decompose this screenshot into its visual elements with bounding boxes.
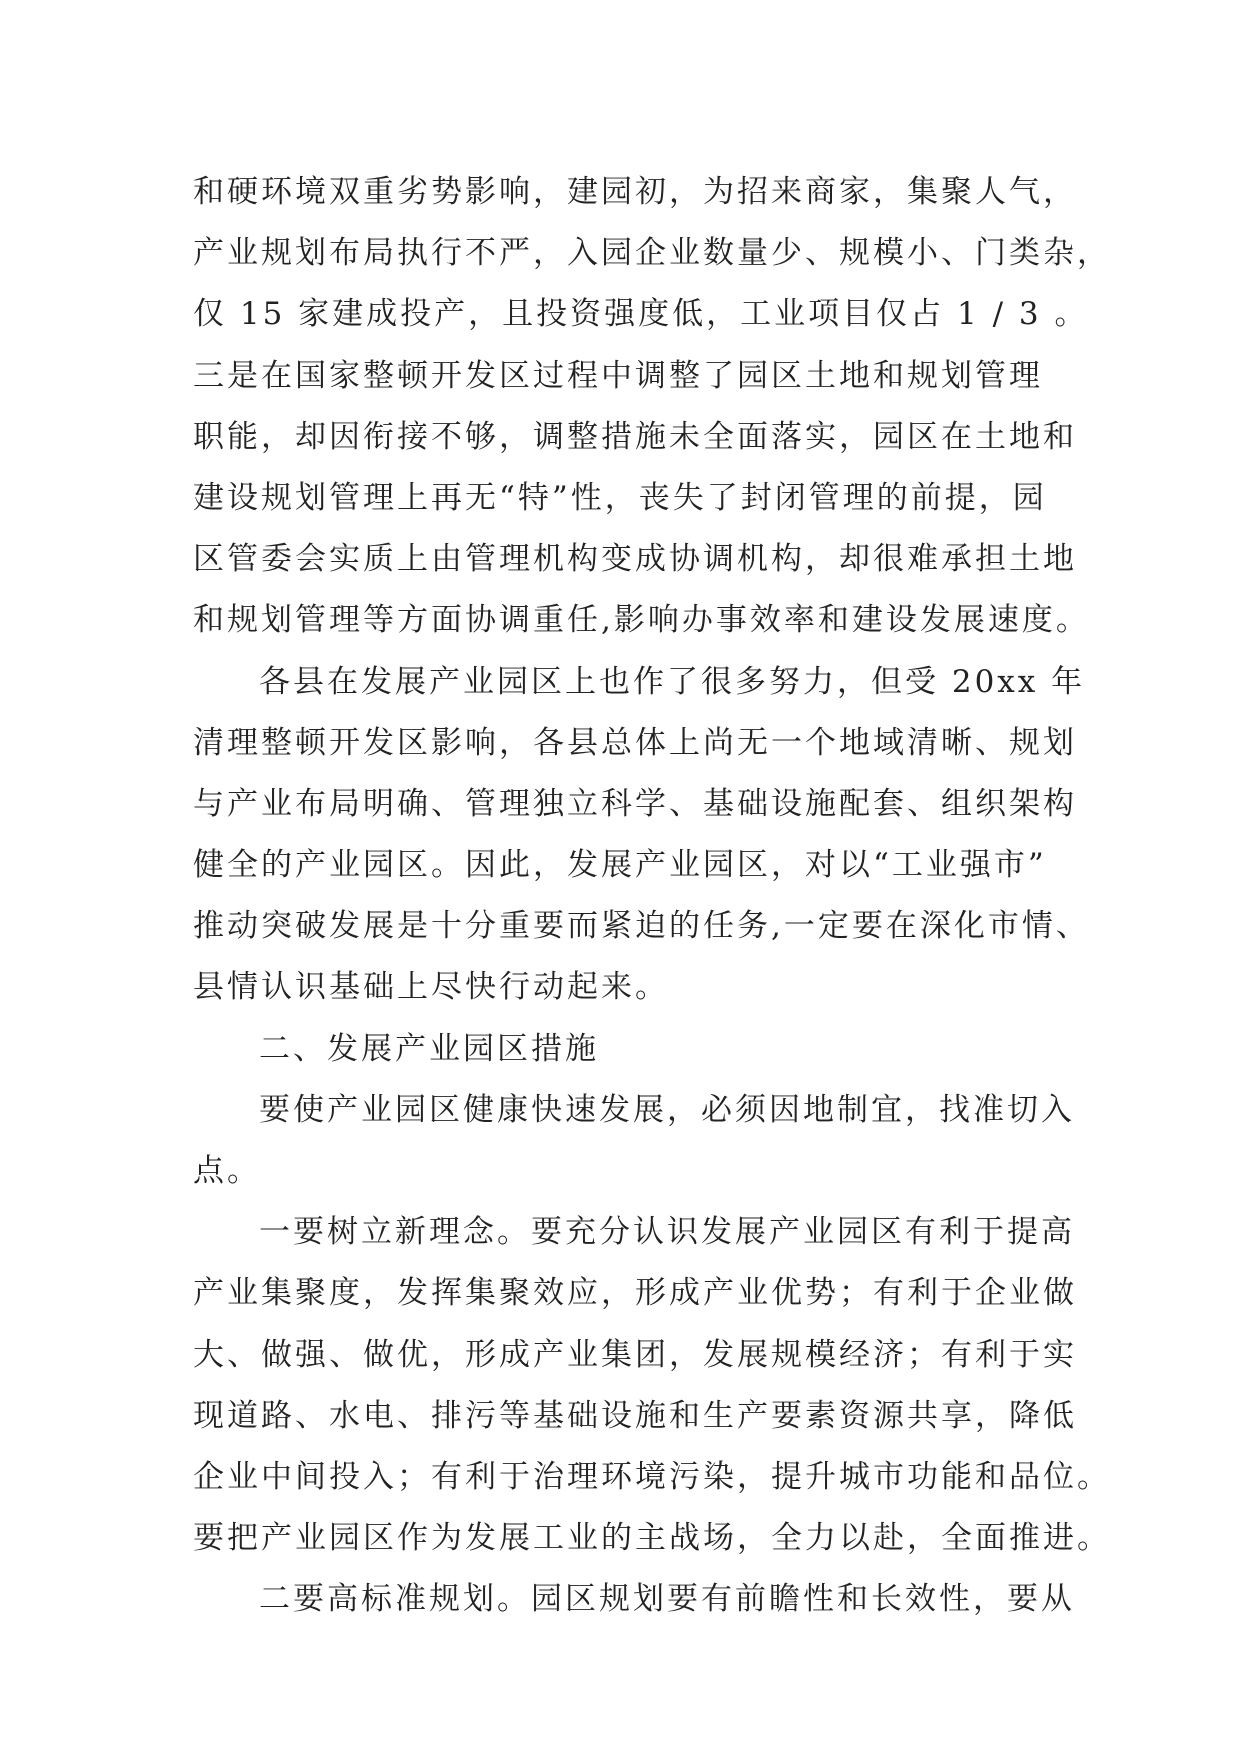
text-line: 区管委会实质上由管理机构变成协调机构，却很难承担土地 — [193, 541, 1077, 578]
paragraph-start-line: 各县在发展产业园区上也作了很多努力，但受 20xx 年 — [259, 663, 1086, 700]
text-line: 与产业布局明确、管理独立科学、基础设施配套、组织架构 — [193, 785, 1077, 822]
body-text — [193, 162, 1111, 1631]
text-line: 产业集聚度，发挥集聚效应，形成产业优势；有利于企业做 — [193, 1275, 1077, 1312]
text-line: 点。 — [193, 1153, 261, 1189]
text-line: 现道路、水电、排污等基础设施和生产要素资源共享，降低 — [193, 1397, 1077, 1434]
section-heading: 二、发展产业园区措施 — [259, 1030, 599, 1067]
text-line: 要把产业园区作为发展工业的主战场，全力以赴，全面推进。 — [193, 1520, 1111, 1557]
text-line: 大、做强、做优，形成产业集团，发展规模经济；有利于实 — [193, 1336, 1077, 1373]
text-line: 健全的产业园区。因此，发展产业园区，对以“工业强市” — [193, 847, 1047, 884]
text-line: 企业中间投入；有利于治理环境污染，提升城市功能和品位。 — [193, 1458, 1111, 1495]
paragraph-start-line: 二要高标准规划。园区规划要有前瞻性和长效性，要从 — [259, 1581, 1075, 1618]
text-line: 三是在国家整顿开发区过程中调整了园区土地和规划管理 — [193, 357, 1043, 394]
paragraph-start-line: 要使产业园区健康快速发展，必须因地制宜，找准切入 — [259, 1091, 1075, 1128]
paragraph-start-line: 一要树立新理念。要充分认识发展产业园区有利于提高 — [259, 1214, 1075, 1251]
text-line: 仅 15 家建成投产，且投资强度低，工业项目仅占 1 / 3 。 — [193, 296, 1089, 333]
text-line: 建设规划管理上再无“特”性，丧失了封闭管理的前提，园 — [193, 479, 1047, 516]
text-line: 清理整顿开发区影响，各县总体上尚无一个地域清晰、规划 — [193, 724, 1077, 761]
text-line: 推动突破发展是十分重要而紧迫的任务,一定要在深化市情、 — [193, 908, 1090, 945]
text-line: 县情认识基础上尽快行动起来。 — [193, 969, 669, 1006]
text-line: 职能，却因衔接不够，调整措施未全面落实，园区在土地和 — [193, 418, 1077, 455]
text-line: 和规划管理等方面协调重任,影响办事效率和建设发展速度。 — [193, 602, 1090, 639]
text-line: 产业规划布局执行不严，入园企业数量少、规模小、门类杂， — [193, 235, 1111, 272]
text-line: 和硬环境双重劣势影响，建园初，为招来商家，集聚人气， — [193, 174, 1077, 210]
